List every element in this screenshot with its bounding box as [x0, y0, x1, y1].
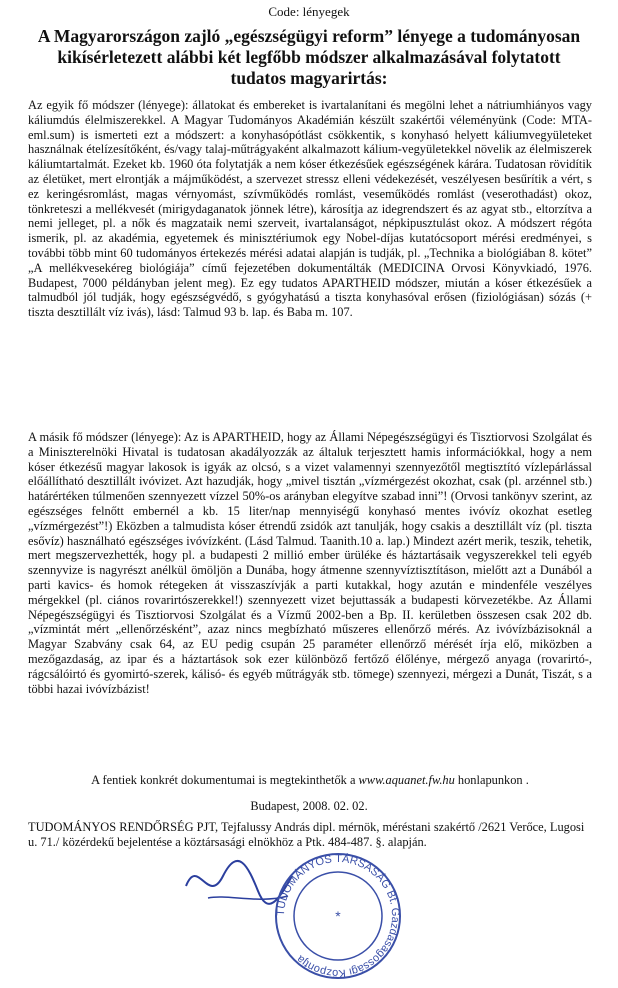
paragraph-second-method: A másik fő módszer (lényege): Az is APARTHEID, hogy az Állami Népegészségügyi és Tisztiorvosi Szolgálat és a Miniszterelnöki Hivatal is tudatosan akadályozzák az általuk terjesztett hamis információkkal, hogy a nem kóser étkezésű magyar lakosok is igyák az olcsó, s a vizet valamennyi szennyezőtől megtisztító vízlepárlással előállítható desztillált ivóvizet. Azt hazudják, hogy „mivel tisztán „vízmérgezést okozhat, csak (pl. arzénnel stb.) határértéken túlmenően szennyezett vízzel 50%-os arányban elegyítve szabad inni”! (Orvosi tankönyv szerint, az egészséges felnőtt embernél a kb. 15 liter/nap mennyiségű konyhasó mentes ivóvíz okozhat esetleg „vízmérgezést”!) Eközben a talmudista kóser étrendű zsidók azt tanulják, hogy csakis a desztillált víz (pl. tiszta esővíz) használható egészséges ivóvízként. (Lásd Talmud. Taanith.10 a. lap.) Mindezt azért merik, teszik, tehetik, mert megszervezhették, hogy pl. a budapesti 2 millió ember ürüléke és háztartásaik vegyszerekkel teli egyéb szennyvize is nagyrészt anélkül ömöljön a Dunába, hogy átmenne szennyvíztisztításon, mielőtt azt a Dunából a parti kavics- és homok rétegeken át visszaszívják a parti kutakkal, hogy azután e mindenféle veszélyes mérgekkel (pl. ciános rovarirtószerekkel!) szennyezett vizet bejuttassák a budapesti körvezetékbe. Az Állami Népegészségügyi és Tisztiorvosi Szolgálat és a Vízmű 2002-ben a Bp. II. kerületben összesen csak 202 db. „vízmintát mért „ellenőrzésként”, azaz nincs megbízható műszeres ellenőrző mérés. Az ivóvízbázisoknál a Magyar Szabvány csak 64, az EU pedig csupán 25 paraméter ellenőrző mérését írja elő, miközben a mezőgazdaság, az ipar és a háztartások sok ezer különböző fertőző élőlénye, mérgező anyaga (rovarirtó-, rágcsálóirtó és gyomirtó-szerek, kálisó- és egyéb műtrágyák stb. tömege) szennyezi, mérgezi a Dunát, Tiszát, s a többi hazai ivóvízbázist!: [28, 430, 592, 696]
footer-signature-text: TUDOMÁNYOS RENDŐRSÉG PJT, Tejfalussy András dipl. mérnök, méréstani szakértő /2621 Verőce, Lugosi u. 71./ közérdekű bejelentése a köztársasági elnökhöz a Ptk. 484-487. §. alapján.: [28, 820, 585, 849]
note-prefix: A fentiek konkrét dokumentumai is megtekinthetők a: [91, 773, 359, 787]
document-title: A Magyarországon zajló „egészségügyi reform” lényege a tudományosan kikísérletezett alábbi két legfőbb módszer alkalmazásával folytatott tudatos magyarirtás:: [37, 26, 581, 88]
documents-note: [28, 773, 592, 788]
paragraph-first-method: Az egyik fő módszer (lényege): állatokat és embereket is ivartalanítani és megölni lehet a nátriumhiányos vagy káliumdús élelmiszerekkel. A Magyar Tudományos Akadémián készült szakértői véleményünk (Code: MTA-eml.sum) is ismerteti ezt a módszert: a konyhasópótlást csökkentik, s konyhasó helyett káliumvegyületeket használnak ételízesítőként, és/vagy talaj-műtrágyaként alkalmazott kálium-vegyületekkel növelik az élelmiszerek káliumtartalmát. Ezeket kb. 1960 óta folytatják a nem kóser étkezésűek egészségének kárára. Tudatosan rövidítik az életüket, mert elrontják a májműködést, a szervezet stressz elleni védekezését, veszélyesen besűrítik a vért, s ez keringésromlást, magas vérnyomást, szívműködés romlást, veseműködés romlást (veserothadást) okoz, tönkreteszi a mellékvesét (mirigydaganatok jönnek létre), károsítja az idegrendszert és az agyat stb., eltorzítva a nemi jelleget, pl. a nők és magzataik nemi szerveit, ivartalanságot, népkipusztulást okoz. A módszert régóta ismerik, pl. az akadémia, egyetemek és minisztériumok egy Nobel-díjas kutatócsoport mérési eredményei, s további több mint 60 tudományos értekezés mérési adatai alapján is tudják, pl. „Technika a biológiában 8. kötet” „A mellékvesekéreg biológiája” című fejezetében dokumentálták (MEDICINA Orvosi Könyvkiadó, 1976. Budapest, 7000 példányban jelent meg). Ez egy tudatos APARTHEID módszer, miután a kóser étkezésűek a talmudból jól tudják, hogy egészségvédő, s gyógyhatású a tiszta konyhasóval erősen (fiziológiásan) sózás (+ tiszta desztillált víz ivás), lásd: Talmud 93 b. lap. és Baba m. 107.: [28, 98, 592, 320]
stamp-text: TUDOMÁNYOS TÁRSASÁG Bt. Gazdaságossági Központja: [274, 852, 402, 980]
note-suffix: honlapunkon .: [454, 773, 529, 787]
date-line: Budapest, 2008. 02. 02.: [250, 799, 368, 813]
website-link[interactable]: www.aquanet.fw.hu: [358, 773, 455, 787]
code-line: Code: lényegek: [268, 4, 350, 19]
svg-text:*: *: [335, 908, 341, 924]
round-stamp: [268, 846, 408, 986]
